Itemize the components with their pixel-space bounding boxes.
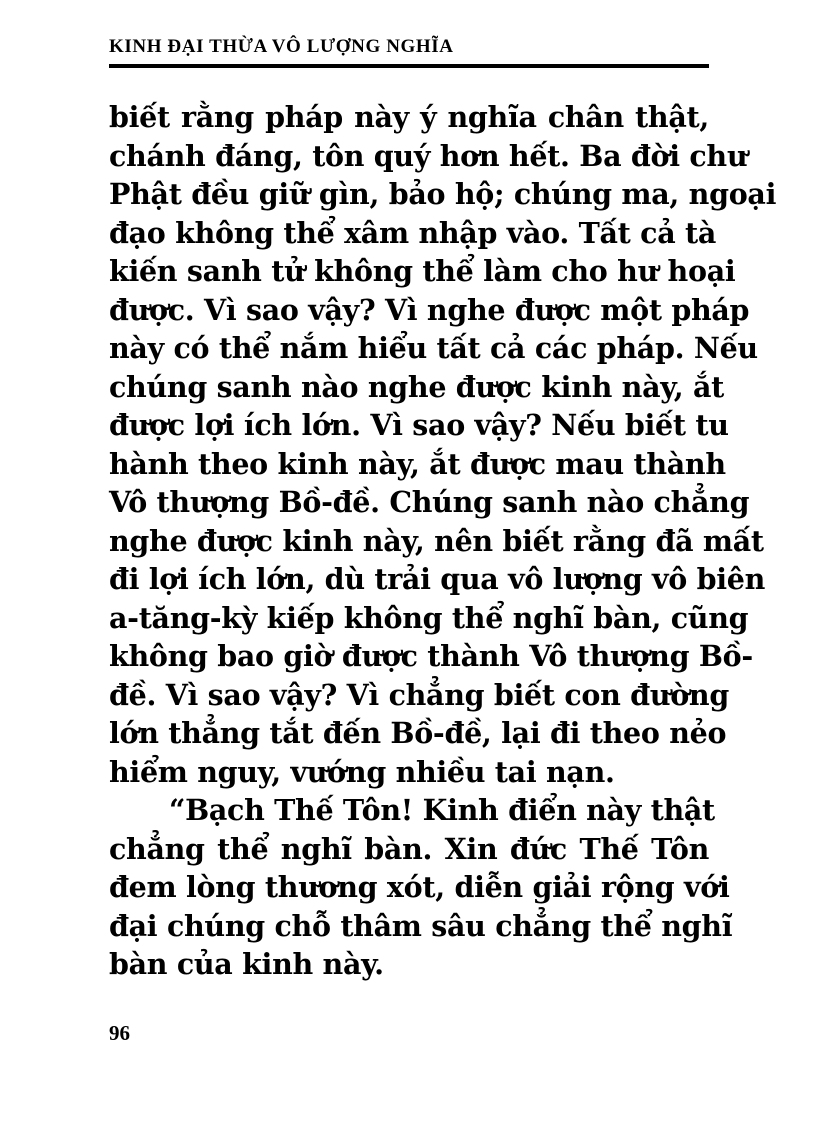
text-line: đi lợi ích lớn, dù trải qua vô lượng vô biên (109, 562, 766, 596)
text-line: đề. Vì sao vậy? Vì chẳng biết con đường (109, 677, 729, 712)
text-line: chúng sanh nào nghe được kinh này, ắt (109, 369, 725, 404)
text-line: “Bạch Thế Tôn! Kinh điển này thật (169, 793, 715, 827)
text-line: bàn của kinh này. (109, 947, 384, 981)
text-line: biết rằng pháp này ý nghĩa chân thật, (109, 100, 709, 134)
text-line: chánh đáng, tôn quý hơn hết. Ba đời chư (109, 138, 748, 173)
page-number: 96 (109, 1021, 130, 1045)
body-text (109, 98, 777, 984)
running-header: KINH ĐẠI THỪA VÔ LƯỢNG NGHĨA (109, 36, 454, 57)
text-line: chẳng thể nghĩ bàn. Xin đức Thế Tôn (109, 831, 709, 866)
text-line: đem lòng thương xót, diễn giải rộng với (109, 870, 730, 904)
text-line: đạo không thể xâm nhập vào. Tất cả tà (109, 215, 717, 250)
text-line: hành theo kinh này, ắt được mau thành (109, 446, 726, 481)
text-line: đại chúng chỗ thâm sâu chẳng thể nghĩ (109, 908, 733, 943)
text-line: a-tăng-kỳ kiếp không thể nghĩ bàn, cũng (109, 600, 749, 635)
text-line: được lợi ích lớn. Vì sao vậy? Nếu biết tu (109, 408, 729, 442)
text-line: kiến sanh tử không thể làm cho hư hoại (109, 254, 736, 288)
text-line: Vô thượng Bồ-đề. Chúng sanh nào chẳng (109, 485, 750, 519)
text-line: nghe được kinh này, nên biết rằng đã mất (109, 523, 764, 558)
text-line: không bao giờ được thành Vô thượng Bồ- (109, 639, 753, 673)
paragraph-2 (109, 791, 733, 984)
text-line: này có thể nắm hiểu tất cả các pháp. Nếu (109, 331, 758, 365)
text-line: Phật đều giữ gìn, bảo hộ; chúng ma, ngoại (109, 177, 777, 211)
text-line: được. Vì sao vậy? Vì nghe được một pháp (109, 292, 750, 327)
header-rule (109, 64, 709, 68)
paragraph-1 (109, 98, 777, 791)
text-line: lớn thẳng tắt đến Bồ-đề, lại đi theo nẻo (109, 716, 727, 750)
text-line: hiểm nguy, vướng nhiều tai nạn. (109, 754, 615, 789)
